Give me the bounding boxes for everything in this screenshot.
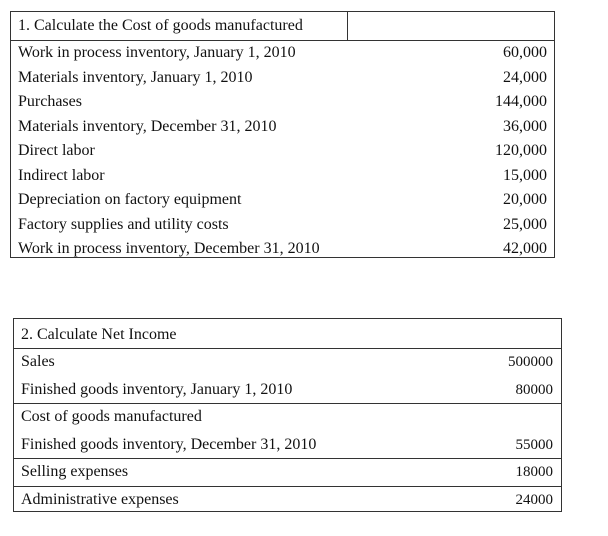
table-row (11, 41, 554, 66)
row-label: Purchases (18, 93, 82, 110)
table-row (14, 487, 561, 515)
table-row (11, 90, 554, 115)
row-value: 18000 (515, 464, 553, 480)
row-value: 15,000 (503, 166, 547, 184)
row-label: Depreciation on factory equipment (18, 191, 242, 208)
row-label: Cost of goods manufactured (21, 408, 202, 425)
table-row (11, 66, 554, 91)
table-row (11, 213, 554, 238)
row-value: 120,000 (495, 142, 547, 159)
table-row (11, 237, 554, 262)
row-value: 55000 (515, 436, 553, 453)
table-row (11, 164, 554, 189)
row-value: 500000 (508, 354, 553, 370)
row-label: Work in process inventory, December 31, 2010 (18, 240, 320, 257)
table-row (14, 459, 561, 487)
row-value: 24,000 (503, 68, 547, 86)
table-row (14, 404, 561, 432)
table-row (14, 377, 561, 405)
table-row (11, 139, 554, 164)
row-value: 25,000 (503, 215, 547, 233)
row-label: Selling expenses (21, 463, 129, 480)
table-row (11, 115, 554, 140)
table-row (14, 432, 561, 460)
table-row (14, 349, 561, 377)
row-label: Factory supplies and utility costs (18, 215, 229, 233)
row-value: 24000 (515, 491, 553, 508)
row-label: Administrative expenses (21, 490, 179, 508)
row-label: Finished goods inventory, December 31, 2010 (21, 435, 317, 453)
row-label: Work in process inventory, January 1, 2010 (18, 44, 296, 61)
row-label: Sales (21, 353, 55, 370)
net-income-table (13, 318, 562, 512)
row-value: 36,000 (503, 117, 547, 135)
row-label: Materials inventory, January 1, 2010 (18, 68, 253, 86)
row-value: 60,000 (503, 44, 547, 61)
table-header-cell (11, 12, 348, 40)
row-value: 80000 (515, 381, 553, 398)
table-body (14, 349, 561, 514)
row-value: 20,000 (503, 191, 547, 208)
table-title: 1. Calculate the Cost of goods manufactured (18, 17, 303, 34)
row-value: 144,000 (495, 93, 547, 110)
row-value: 42,000 (503, 240, 547, 257)
table-row (11, 188, 554, 213)
table-title: 2. Calculate Net Income (21, 326, 177, 343)
cost-of-goods-table (10, 11, 555, 258)
row-label: Finished goods inventory, January 1, 2010 (21, 380, 293, 398)
row-label: Direct labor (18, 142, 95, 159)
row-label: Indirect labor (18, 166, 105, 184)
table-body (11, 41, 554, 262)
row-label: Materials inventory, December 31, 2010 (18, 117, 277, 135)
